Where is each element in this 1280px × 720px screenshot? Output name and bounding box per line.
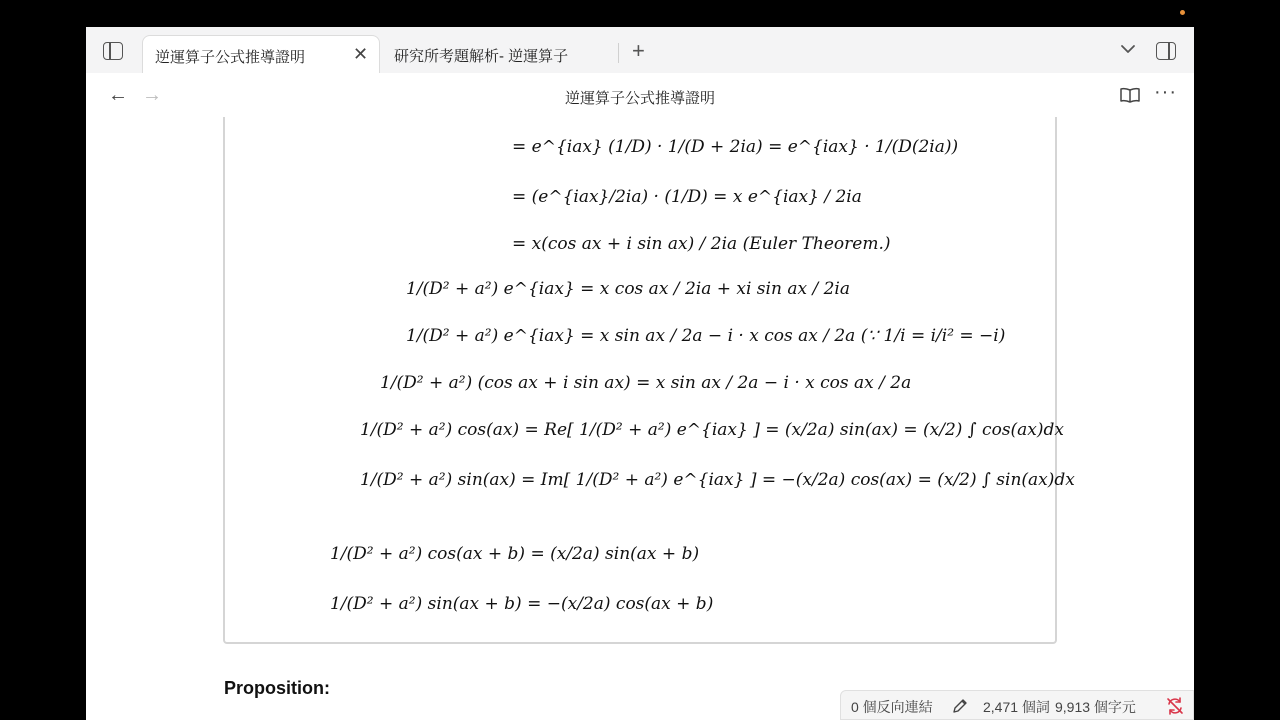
tab-active[interactable] (142, 35, 380, 73)
page-title: 逆運算子公式推導證明 (564, 90, 715, 107)
equation-line: 1/(D² + a²) cos(ax + b) = (x/2a) sin(ax + b) (330, 544, 700, 564)
character-count: 9,913 個字元 (1055, 699, 1136, 715)
tab-inactive[interactable] (382, 35, 618, 73)
status-bar (840, 690, 1194, 720)
tab-divider (618, 43, 619, 63)
equation-line: 1/(D² + a²) cos(ax) = Re[ 1/(D² + a²) e^{iax} ] = (x/2a) sin(ax) = (x/2) ∫ cos(ax)dx (360, 420, 1064, 440)
more-options-icon[interactable]: ··· (1154, 81, 1177, 103)
reading-view-icon[interactable] (1120, 87, 1140, 103)
note-content (86, 117, 1194, 720)
equation-line: 1/(D² + a²) (cos ax + i sin ax) = x sin ax / 2a − i · x cos ax / 2a (380, 373, 912, 393)
tab-title: 研究所考題解析- 逆運算子 (394, 48, 569, 65)
navigation-bar (86, 73, 1194, 117)
equation-line: = e^{iax} (1/D) · 1/(D + 2ia) = e^{iax} · 1/(D(2ia)) (512, 137, 959, 157)
equation-line: 1/(D² + a²) sin(ax) = Im[ 1/(D² + a²) e^{iax} ] = −(x/2a) cos(ax) = (x/2) ∫ sin(ax)dx (360, 470, 1075, 490)
left-sidebar-toggle-icon[interactable] (103, 42, 123, 60)
proposition-heading: Proposition: (224, 678, 330, 698)
sync-error-icon[interactable] (1165, 696, 1185, 716)
equation-line: 1/(D² + a²) e^{iax} = x cos ax / 2ia + xi sin ax / 2ia (406, 279, 850, 299)
back-arrow-icon[interactable]: ← (108, 84, 128, 106)
right-sidebar-toggle-icon[interactable] (1156, 42, 1176, 60)
tab-title: 逆運算子公式推導證明 (155, 49, 306, 66)
equation-line: 1/(D² + a²) e^{iax} = x sin ax / 2a − i · x cos ax / 2a (∵ 1/i = i/i² = −i) (406, 326, 1006, 346)
app-window (86, 27, 1194, 720)
equation-line: = x(cos ax + i sin ax) / 2ia (Euler Theorem.) (512, 234, 891, 254)
tab-bar (86, 27, 1194, 73)
equation-line: = (e^{iax}/2ia) · (1/D) = x e^{iax} / 2ia (512, 187, 862, 207)
chevron-down-icon[interactable] (1120, 41, 1136, 57)
forward-arrow-icon[interactable]: → (142, 84, 162, 106)
word-count: 2,471 個詞 (983, 699, 1050, 715)
new-tab-icon[interactable]: + (632, 38, 645, 63)
close-tab-icon[interactable]: ✕ (353, 44, 369, 64)
notification-dot (1180, 10, 1185, 15)
pencil-icon[interactable] (951, 697, 969, 715)
equation-line: 1/(D² + a²) sin(ax + b) = −(x/2a) cos(ax + b) (330, 594, 714, 614)
backlinks-count[interactable]: 0 個反向連結 (851, 699, 933, 715)
